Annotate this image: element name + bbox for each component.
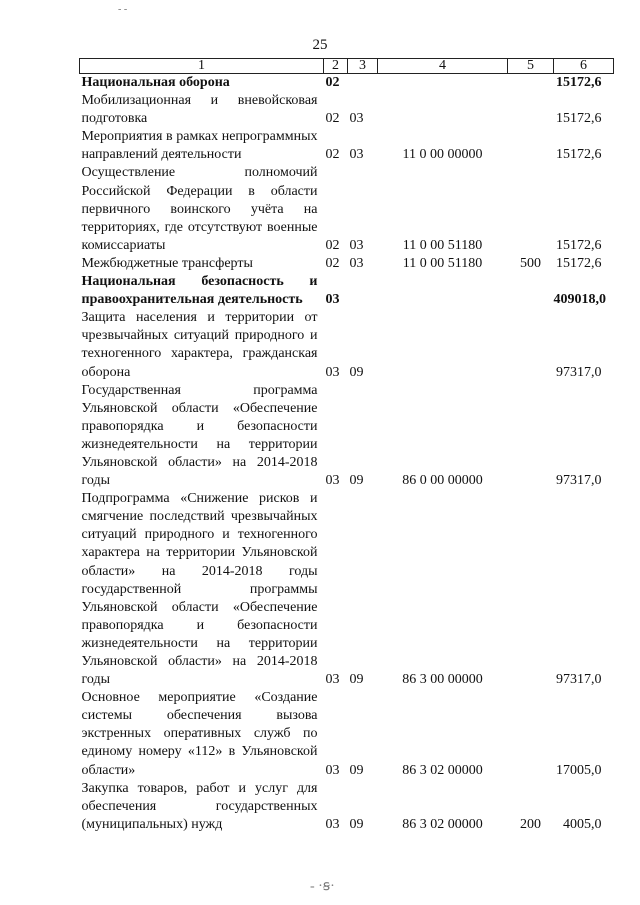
- cell-subsection: 03: [349, 237, 364, 253]
- cell-target-article: [378, 273, 508, 309]
- cell-name: Подпрограмма «Снижение рисков и смягчение последствий чрезвычайных ситуаций природного и техногенного характера на территории Ульяновской области» на 2014-2018 годы государственной программы Ульяновской области «Обеспечение правопорядка и безопасности жизнедеятельности на территории Ульяновской области» на 2014-2018 годы: [81, 491, 318, 688]
- cell-section: 02: [325, 75, 340, 90]
- cell-amount: 97317,0: [556, 364, 602, 380]
- table-row: [80, 74, 614, 93]
- cell-section: 02: [325, 147, 340, 163]
- table-header: [80, 59, 614, 74]
- cell-expense-type: [508, 273, 554, 309]
- cell-amount: 15172,6: [556, 75, 602, 90]
- header-col-amount: 6: [554, 59, 614, 74]
- cell-expense-type: [508, 309, 554, 381]
- scan-mark: ‐ ‐: [118, 4, 128, 15]
- header-row: [80, 59, 614, 74]
- cell-amount: 15172,6: [556, 255, 602, 271]
- cell-amount: 15172,6: [556, 237, 602, 253]
- cell-name: Мероприятия в рамках непрограммных направлений деятельности: [81, 129, 318, 163]
- cell-name: Основное мероприятие «Создание системы обеспечения вызова экстренных оперативных служб по единому номеру «112» в Ульяновской области»: [81, 690, 318, 778]
- cell-amount: 97317,0: [556, 672, 602, 688]
- cell-target-article: 86 3 02 00000: [402, 762, 483, 778]
- header-col-target-article: 4: [378, 59, 508, 74]
- cell-amount: 409018,0: [553, 292, 606, 308]
- cell-name: Государственная программа Ульяновской области «Обеспечение правопорядка и безопасности жизнедеятельности на территории Ульяновской области» на 2014-2018 годы: [81, 382, 318, 489]
- cell-subsection: 03: [349, 255, 364, 271]
- cell-section: 03: [325, 672, 340, 688]
- page-number: 25: [312, 37, 328, 53]
- cell-amount: 97317,0: [556, 473, 602, 489]
- cell-expense-type: [508, 164, 554, 254]
- budget-table: [79, 58, 614, 834]
- cell-section: 03: [325, 292, 340, 308]
- cell-section: 03: [325, 473, 340, 489]
- cell-section: 02: [325, 111, 340, 127]
- cell-expense-type: [508, 74, 554, 93]
- cell-expense-type: 200: [520, 816, 541, 832]
- cell-target-article: 11 0 00 51180: [402, 237, 483, 253]
- cell-subsection: [348, 273, 378, 309]
- cell-subsection: 09: [349, 364, 364, 380]
- table-row: [80, 382, 614, 491]
- header-col-section: 2: [324, 59, 348, 74]
- cell-expense-type: [508, 128, 554, 164]
- cell-target-article: [378, 309, 508, 381]
- cell-name: Национальная оборона: [81, 75, 230, 90]
- header-col-subsection: 3: [348, 59, 378, 74]
- cell-amount: 15172,6: [556, 147, 602, 163]
- cell-subsection: 03: [349, 147, 364, 163]
- cell-section: 03: [325, 364, 340, 380]
- table-body: [80, 74, 614, 834]
- cell-expense-type: [508, 490, 554, 689]
- cell-target-article: 86 3 00 00000: [402, 672, 483, 688]
- scan-mark: ‐ ·ꞩ·: [310, 879, 335, 894]
- cell-amount: 15172,6: [556, 111, 602, 127]
- cell-expense-type: [508, 92, 554, 128]
- cell-name: Мобилизационная и вневойсковая подготовка: [81, 93, 318, 127]
- cell-subsection: 09: [349, 762, 364, 778]
- header-col-expense-type: 5: [508, 59, 554, 74]
- cell-subsection: 03: [349, 111, 364, 127]
- cell-expense-type: 500: [520, 255, 541, 271]
- cell-target-article: 86 0 00 00000: [402, 473, 483, 489]
- cell-subsection: 09: [349, 672, 364, 688]
- table-row: [80, 128, 614, 164]
- cell-name: Защита населения и территории от чрезвычайных ситуаций природного и техногенного характера, гражданская оборона: [81, 310, 318, 380]
- cell-amount: 4005,0: [563, 816, 602, 832]
- cell-expense-type: [508, 689, 554, 779]
- table-row: [80, 273, 614, 309]
- cell-name: Национальная безопасность и правоохранительная деятельность: [81, 274, 318, 308]
- cell-subsection: 09: [349, 816, 364, 832]
- cell-section: 03: [325, 816, 340, 832]
- cell-name: Межбюджетные трансферты: [81, 255, 253, 271]
- table-row: [80, 780, 614, 834]
- cell-subsection: [348, 74, 378, 93]
- cell-amount: 17005,0: [556, 762, 602, 778]
- cell-section: 02: [325, 255, 340, 271]
- cell-section: 02: [325, 237, 340, 253]
- cell-target-article: 11 0 00 51180: [402, 255, 483, 271]
- table-row: [80, 490, 614, 689]
- cell-section: 03: [325, 762, 340, 778]
- table-row: [80, 92, 614, 128]
- cell-target-article: [378, 92, 508, 128]
- cell-name: Закупка товаров, работ и услуг для обеспечения государственных (муниципальных) нужд: [81, 780, 318, 832]
- cell-name: Осуществление полномочий Российской Федерации в области первичного воинского учёта на территориях, где отсутствуют военные комиссариаты: [81, 165, 318, 253]
- table-row: [80, 164, 614, 254]
- header-col-name: 1: [80, 59, 324, 74]
- cell-target-article: 11 0 00 00000: [402, 147, 483, 163]
- table-row: [80, 309, 614, 381]
- cell-expense-type: [508, 382, 554, 491]
- cell-subsection: 09: [349, 473, 364, 489]
- cell-target-article: [378, 74, 508, 93]
- table-row: [80, 255, 614, 273]
- cell-target-article: 86 3 02 00000: [402, 816, 483, 832]
- table-row: [80, 689, 614, 779]
